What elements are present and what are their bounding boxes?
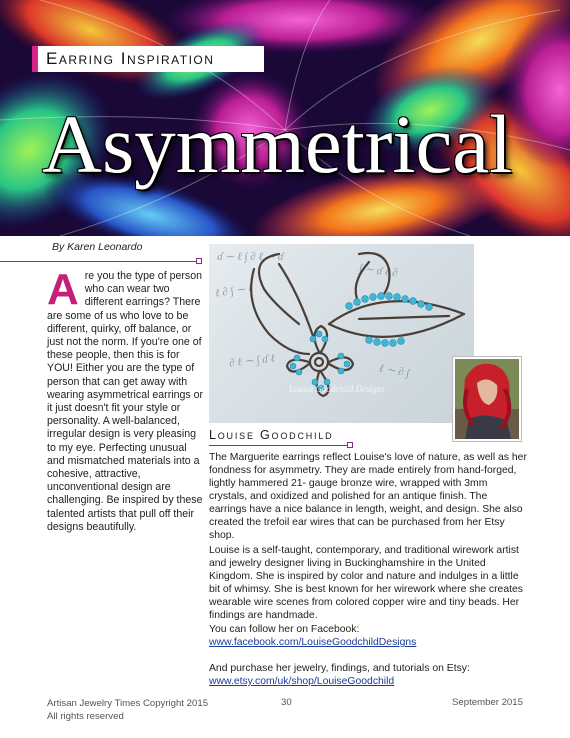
- rights-text: All rights reserved: [47, 711, 124, 722]
- section-kicker: Earring Inspiration: [38, 46, 264, 72]
- artist-paragraph-1: The Marguerite earrings reflect Louise's love of nature, as well as her fondness for asymmetry. They are made entirely from hand-forged, lightly hammered 21- gauge bronze wire, wrapped with 3mm crystals, and oxidized and polished for an antique finish. The earrings have a nice balance in length, weight, and design. She also created the trefoil ear wires that can be purchased from her Etsy shop.: [209, 452, 527, 541]
- copyright-text: Artisan Jewelry Times Copyright 2015: [47, 698, 209, 709]
- artist-heading-divider: [209, 445, 349, 446]
- artist-portrait: [453, 357, 521, 441]
- byline-divider-end: [196, 258, 202, 264]
- script-texture: ∫ ∼ ɗ ℓ ∂: [358, 262, 399, 280]
- facebook-text: You can follow her on Facebook:: [209, 624, 360, 635]
- photo-watermark: Louise Goodchild Designs: [289, 384, 385, 394]
- author-byline: By Karen Leonardo: [52, 241, 143, 253]
- issue-date: September 2015: [452, 697, 523, 708]
- page-number: 30: [281, 697, 292, 708]
- article-title: Asymmetrical: [42, 98, 513, 190]
- artist-heading-divider-end: [347, 442, 353, 448]
- etsy-text: And purchase her jewelry, findings, and tutorials on Etsy:: [209, 663, 470, 674]
- etsy-block: [209, 662, 527, 688]
- artist-heading: Louise Goodchild: [209, 428, 334, 442]
- artist-paragraph-2: Louise is a self-taught, contemporary, and traditional wirework artist and jewelry designer living in Buckinghamshire in the United Kingdom. She is inspired by color and nature and indulges in a little bit of whimsy. She is best known for her wirework where she creates wearable wire scenes from colored copper wire and tiny beads. Her findings are handmade.: [209, 545, 523, 621]
- intro-paragraph: [47, 265, 207, 534]
- intro-text: re you the type of person who can wear two different earrings? There are some of us who love to be different, quirky, off balance, or just not the norm. If you're one of these people, then this is for YOU! Either you are the type of person that can get away with wearing asymmetrical earrings or it just doesn't fit your style or personality. A well-balanced, irregular design is very pleasing to my eye. Perfecting unusual and mismatched materials into a cohesive, attractive, unconventional design are challenging. Be inspired by these talented artists that pull off their designs beautifully.: [47, 270, 204, 533]
- byline-divider: [0, 261, 198, 262]
- earrings-illustration: [209, 244, 474, 423]
- etsy-link[interactable]: www.etsy.com/uk/shop/LouiseGoodchild: [209, 676, 395, 687]
- script-texture: ∂ ℓ ∼ ∫ ɗ ℓ: [228, 352, 276, 370]
- script-texture: ɗ ∼ ℓ ∫ ∂ ℓ ∼ ɗ: [217, 251, 284, 263]
- script-texture: ℓ ∂ ∫ ∼ ℓ: [214, 282, 254, 300]
- portrait-illustration: [455, 359, 519, 439]
- facebook-block: [209, 623, 527, 649]
- header-banner: [0, 0, 570, 236]
- facebook-link[interactable]: www.facebook.com/LouiseGoodchildDesigns: [209, 637, 417, 648]
- drop-cap: A: [47, 265, 79, 314]
- earrings-photo: [209, 244, 474, 423]
- footer-copyright: [47, 697, 208, 723]
- script-texture: ℓ ∼ ∂ ∫: [378, 362, 411, 380]
